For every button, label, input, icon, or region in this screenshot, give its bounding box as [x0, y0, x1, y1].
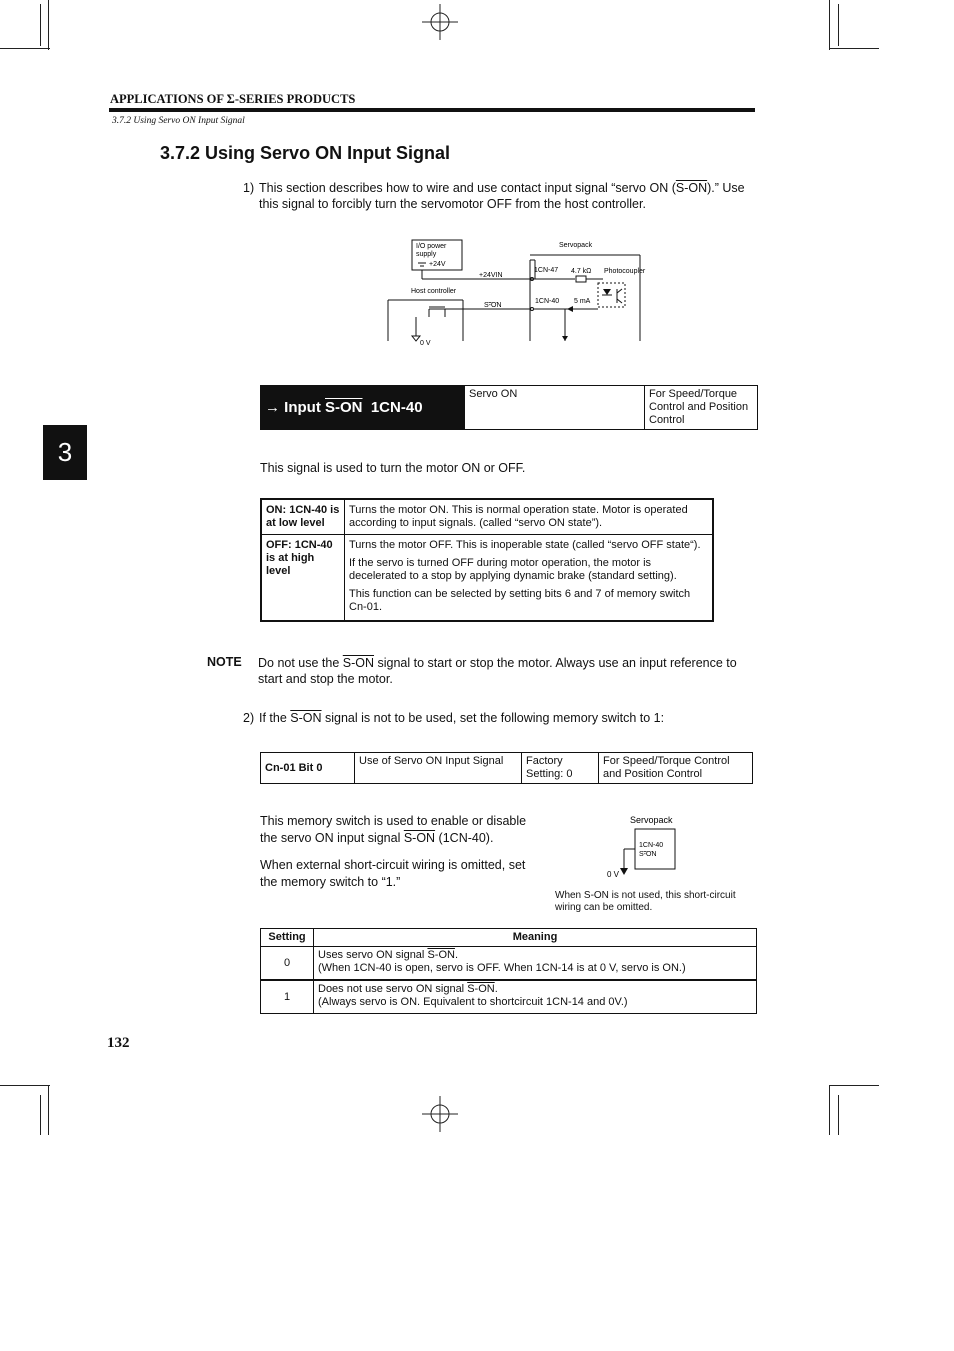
wiring-diagram — [385, 235, 660, 350]
running-subtitle: 3.7.2 Using Servo ON Input Signal — [112, 116, 245, 126]
current-label: 5 mA — [574, 298, 591, 305]
crop-mark — [829, 0, 830, 50]
crop-mark — [40, 1095, 41, 1135]
memory-switch-text: This memory switch is used to enable or disable the servo ON input signal S-ON (1CN-40). When external short-circuit wiring is omitted, set the memory switch to “1.” — [260, 814, 527, 889]
setting-value: 0 — [261, 947, 314, 981]
cn47-label: 1CN-47 — [534, 267, 559, 274]
table-row — [261, 947, 757, 981]
cn01-param: Cn-01 Bit 0 — [261, 753, 355, 784]
son-label: S-ON — [484, 302, 502, 309]
plus24v-label: +24V — [429, 261, 446, 268]
cn01-table — [260, 752, 753, 784]
crop-mark — [838, 1095, 839, 1135]
settings-head-meaning: Meaning — [314, 929, 757, 947]
settings-head-setting: Setting — [261, 929, 314, 947]
crop-mark — [829, 1085, 830, 1135]
zero-v-label-2: 0 V — [607, 870, 620, 879]
para2-number: 2) — [243, 711, 255, 725]
signal-box — [260, 385, 758, 430]
table-row — [261, 535, 713, 622]
io-power-label: I/O power — [416, 243, 447, 250]
page-number: 132 — [107, 1035, 130, 1051]
cn40-label: 1CN-40 — [535, 298, 560, 305]
supply-label: supply — [416, 251, 437, 258]
zero-v-label: 0 V — [420, 340, 431, 347]
note-text: Do not use the S-ON signal to start or stop the motor. Always use an input reference to start and stop the motor. — [258, 656, 737, 686]
crop-mark — [838, 4, 839, 46]
off-label: OFF: 1CN-40 is at high level — [261, 535, 345, 622]
host-controller-label: Host controller — [411, 288, 457, 295]
running-title: APPLICATIONS OF Σ-SERIES PRODUCTS — [110, 92, 356, 106]
photocoupler-label: Photocoupler — [604, 268, 646, 275]
table-row — [261, 929, 757, 947]
table-row — [261, 753, 753, 784]
table-row — [261, 980, 757, 1014]
signal-name: Servo ON — [465, 386, 645, 429]
vin-label: +24VIN — [479, 272, 503, 279]
signal-description: This signal is used to turn the motor ON or OFF. — [260, 461, 526, 475]
cn40-label-2: 1CN-40 — [639, 842, 664, 849]
settings-table — [260, 928, 757, 1014]
crop-mark — [0, 48, 50, 49]
crop-mark — [40, 4, 41, 46]
crop-mark — [48, 1085, 49, 1135]
setting-meaning: Does not use servo ON signal S-ON. (Always servo is ON. Equivalent to shortcircuit 1CN-14 and 0V.) — [314, 980, 757, 1014]
onoff-table — [260, 498, 714, 622]
para1-text: This section describes how to wire and use contact input signal “servo ON (S-ON).” Use this signal to forcibly turn the servomotor OFF from the host controller. — [259, 181, 745, 211]
servopack-label: Servopack — [559, 242, 593, 249]
on-description: Turns the motor ON. This is normal operation state. Motor is operated according to input signals. (called “servo ON state”). — [345, 499, 714, 535]
diagram-caption: When S-ON is not used, this short-circuit wiring can be omitted. — [555, 890, 736, 913]
servopack-label-2: Servopack — [630, 815, 673, 825]
para1-number: 1) — [243, 181, 255, 195]
crop-mark — [829, 48, 879, 49]
chapter-tab: 3 — [43, 425, 87, 480]
section-title: 3.7.2 Using Servo ON Input Signal — [160, 143, 451, 163]
cn01-applicable: For Speed/Torque Control and Position Control — [599, 753, 753, 784]
setting-value: 1 — [261, 980, 314, 1014]
registration-mark-bottom — [422, 1096, 458, 1132]
setting-meaning: Uses servo ON signal S-ON. (When 1CN-40 is open, servo is OFF. When 1CN-14 is at 0 V, servo is ON.) — [314, 947, 757, 981]
cn01-factory: Factory Setting: 0 — [522, 753, 599, 784]
off-description: Turns the motor OFF. This is inoperable state (called “servo OFF state“). If the servo is turned OFF during motor operation, the motor is decelerated to a stop by applying dynamic brake (standard setting). This function can be selected by setting bits 6 and 7 of memory switch Cn-01. — [345, 535, 714, 622]
signal-applicable: For Speed/Torque Control and Position Control — [649, 388, 749, 426]
on-label: ON: 1CN-40 is at low level — [261, 499, 345, 535]
note-label: NOTE — [207, 655, 242, 669]
para2-text: If the S-ON signal is not to be used, set the following memory switch to 1: — [259, 711, 665, 725]
short-circuit-diagram — [600, 812, 720, 882]
resistor-label: 4.7 kΩ — [571, 268, 592, 275]
header-rule — [109, 108, 755, 112]
crop-mark — [0, 1085, 50, 1086]
table-row — [261, 499, 713, 535]
crop-mark — [829, 1085, 879, 1086]
cn01-name: Use of Servo ON Input Signal — [355, 753, 522, 784]
crop-mark — [48, 0, 49, 50]
registration-mark-top — [422, 4, 458, 40]
son-label-2: S-ON — [639, 851, 657, 858]
signal-title: → Input S-ON 1CN-40 — [261, 386, 465, 429]
